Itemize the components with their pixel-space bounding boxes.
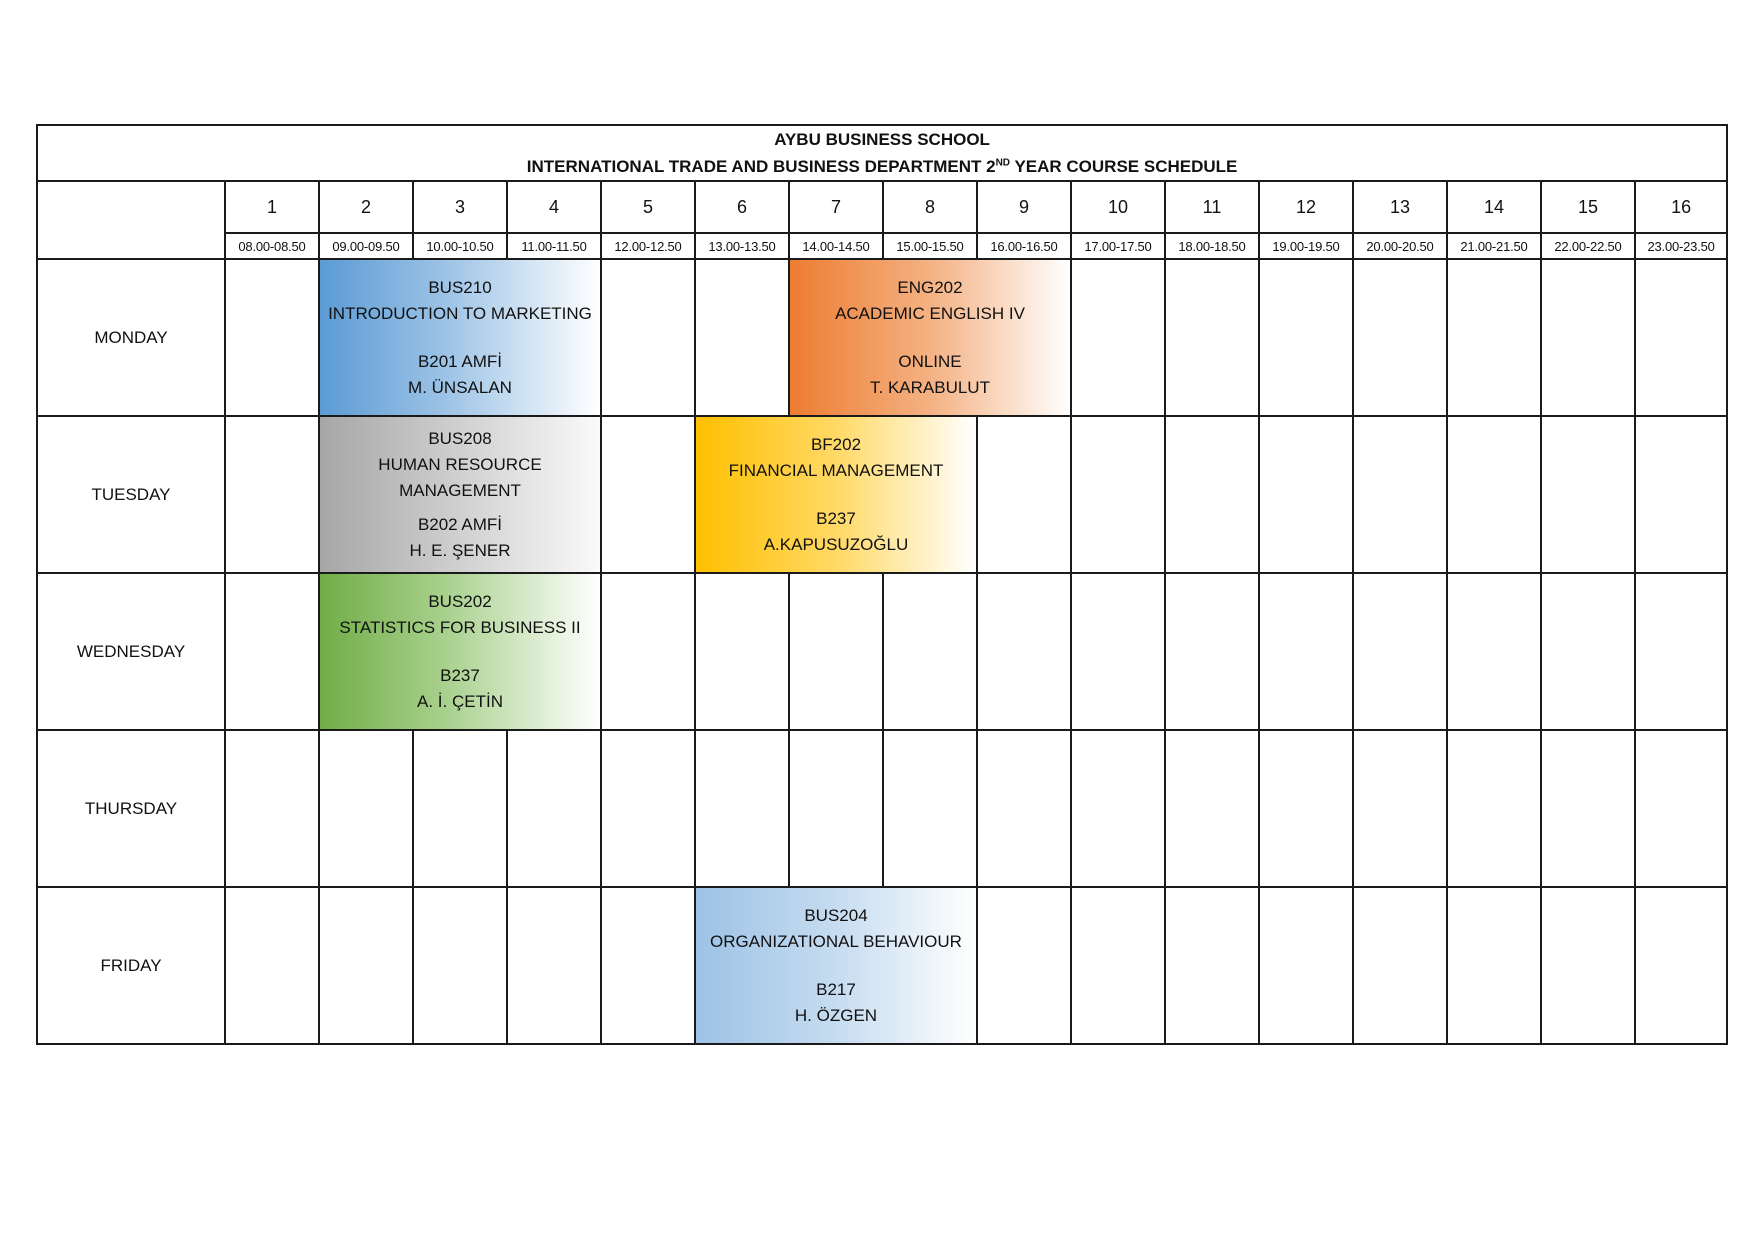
period-number: 8 [883,181,977,233]
empty-slot [319,887,413,1044]
period-time: 12.00-12.50 [601,233,695,259]
course-room: B202 AMFİ [417,514,503,534]
course-name: STATISTICS FOR BUSINESS II [339,617,581,637]
course-name-line2: MANAGEMENT [399,480,521,500]
empty-slot [1165,730,1259,887]
empty-slot [1259,730,1353,887]
course-room: B237 [816,508,856,528]
ordinal-suffix: ND [995,157,1011,169]
empty-slot [695,259,789,416]
empty-slot [1071,416,1165,573]
day-label: FRIDAY [37,887,225,1044]
empty-slot [1259,887,1353,1044]
day-label: TUESDAY [37,416,225,573]
course-code: BUS204 [804,905,868,925]
department-title [38,153,1726,180]
period-time: 19.00-19.50 [1259,233,1353,259]
empty-slot [507,887,601,1044]
empty-slot [601,416,695,573]
course-code: BUS202 [428,591,492,611]
department-prefix: INTERNATIONAL TRADE AND BUSINESS DEPARTMENT 2 [526,157,996,176]
day-row-monday [37,259,1727,416]
period-number: 2 [319,181,413,233]
day-row-tuesday [37,416,1727,573]
course-name: ORGANIZATIONAL BEHAVIOUR [710,931,962,951]
empty-slot [1447,573,1541,730]
empty-slot [1165,573,1259,730]
empty-slot [1635,259,1727,416]
empty-slot [1447,416,1541,573]
empty-slot [1259,416,1353,573]
course-block-bus204 [695,887,977,1044]
empty-slot [883,730,977,887]
empty-slot [1447,887,1541,1044]
empty-slot [883,573,977,730]
empty-slot [1541,573,1635,730]
empty-slot [1071,259,1165,416]
empty-slot [225,573,319,730]
period-time: 15.00-15.50 [883,233,977,259]
course-name-line1: HUMAN RESOURCE [378,454,542,474]
empty-slot [1635,887,1727,1044]
empty-slot [225,887,319,1044]
empty-slot [601,730,695,887]
empty-slot [319,730,413,887]
empty-slot [413,730,507,887]
period-time: 08.00-08.50 [225,233,319,259]
empty-slot [695,573,789,730]
course-instructor: A.KAPUSUZOĞLU [763,534,909,554]
school-name: AYBU BUSINESS SCHOOL [774,130,990,149]
empty-slot [1071,887,1165,1044]
day-row-thursday [37,730,1727,887]
period-number: 5 [601,181,695,233]
empty-slot [225,259,319,416]
period-time: 18.00-18.50 [1165,233,1259,259]
day-label: THURSDAY [37,730,225,887]
empty-slot [1541,887,1635,1044]
course-code: ENG202 [897,277,963,297]
course-block-eng202 [789,259,1071,416]
period-number: 1 [225,181,319,233]
empty-slot [601,887,695,1044]
empty-slot [1635,730,1727,887]
period-number: 16 [1635,181,1727,233]
period-time: 17.00-17.50 [1071,233,1165,259]
course-name: FINANCIAL MANAGEMENT [728,460,944,480]
empty-slot [1353,887,1447,1044]
course-room: ONLINE [898,351,962,371]
period-time: 20.00-20.50 [1353,233,1447,259]
empty-slot [1541,730,1635,887]
empty-slot [1353,573,1447,730]
empty-slot [977,730,1071,887]
empty-slot [1353,259,1447,416]
period-number: 4 [507,181,601,233]
schedule-title [37,125,1727,181]
period-time: 23.00-23.50 [1635,233,1727,259]
course-instructor: H. ÖZGEN [794,1005,878,1025]
empty-slot [1541,416,1635,573]
course-block-bf202 [695,416,977,573]
period-number-row [37,181,1727,233]
empty-slot [1259,573,1353,730]
period-number: 14 [1447,181,1541,233]
course-name: INTRODUCTION TO MARKETING [328,303,592,323]
period-time: 09.00-09.50 [319,233,413,259]
period-number: 12 [1259,181,1353,233]
empty-slot [1165,259,1259,416]
empty-slot [1071,730,1165,887]
period-time-row [37,233,1727,259]
empty-slot [789,573,883,730]
empty-slot [413,887,507,1044]
period-time: 21.00-21.50 [1447,233,1541,259]
course-schedule-table [36,124,1728,1045]
course-block-bus202 [319,573,601,730]
course-instructor: A. İ. ÇETİN [417,691,503,711]
empty-slot [977,887,1071,1044]
empty-slot [601,259,695,416]
empty-slot [1541,259,1635,416]
course-name: ACADEMIC ENGLISH IV [835,303,1025,323]
period-time: 16.00-16.50 [977,233,1071,259]
period-number: 15 [1541,181,1635,233]
title-row [37,125,1727,181]
empty-slot [1635,416,1727,573]
corner-cell [37,181,225,259]
empty-slot [601,573,695,730]
course-instructor: M. ÜNSALAN [408,377,512,397]
period-number: 7 [789,181,883,233]
empty-slot [1259,259,1353,416]
period-number: 3 [413,181,507,233]
period-time: 22.00-22.50 [1541,233,1635,259]
empty-slot [507,730,601,887]
period-number: 10 [1071,181,1165,233]
period-time: 14.00-14.50 [789,233,883,259]
course-block-bus210 [319,259,601,416]
period-number: 11 [1165,181,1259,233]
empty-slot [1353,730,1447,887]
empty-slot [1071,573,1165,730]
empty-slot [225,730,319,887]
empty-slot [1635,573,1727,730]
empty-slot [225,416,319,573]
day-row-wednesday [37,573,1727,730]
day-label: MONDAY [37,259,225,416]
empty-slot [977,573,1071,730]
empty-slot [1165,887,1259,1044]
period-time: 13.00-13.50 [695,233,789,259]
period-number: 9 [977,181,1071,233]
empty-slot [1165,416,1259,573]
department-suffix: YEAR COURSE SCHEDULE [1010,157,1238,176]
course-instructor: T. KARABULUT [870,377,990,397]
course-block-bus208 [319,416,601,573]
empty-slot [1447,730,1541,887]
day-label: WEDNESDAY [37,573,225,730]
empty-slot [1447,259,1541,416]
empty-slot [977,416,1071,573]
course-code: BF202 [810,434,862,454]
period-time: 10.00-10.50 [413,233,507,259]
empty-slot [789,730,883,887]
course-room: B237 [440,665,480,685]
course-room: B201 AMFİ [417,351,503,371]
course-instructor: H. E. ŞENER [409,540,511,560]
course-room: B217 [816,979,856,999]
period-number: 13 [1353,181,1447,233]
period-number: 6 [695,181,789,233]
day-row-friday [37,887,1727,1044]
period-time: 11.00-11.50 [507,233,601,259]
course-code: BUS208 [428,428,492,448]
empty-slot [1353,416,1447,573]
empty-slot [695,730,789,887]
course-code: BUS210 [428,277,492,297]
